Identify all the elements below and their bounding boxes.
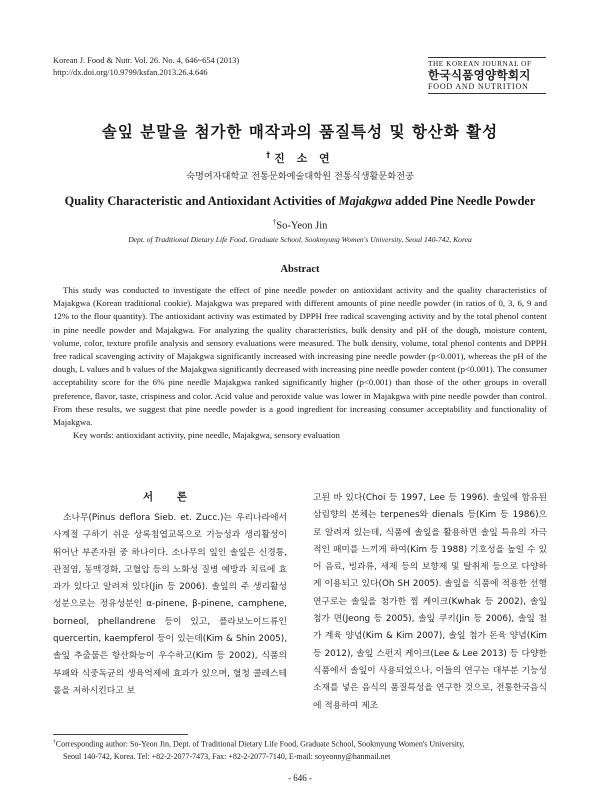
- abstract-block: [53, 284, 547, 442]
- body-column-left: [53, 490, 287, 700]
- journal-logo: [428, 57, 546, 94]
- footnote: [53, 736, 547, 763]
- abstract-body: This study was conducted to investigate the effect of pine needle powder on antioxidant activity and the quality characteristics of Majakgwa (Korean traditional cookie). Majakgwa was prepared with different amounts of pine needle powder (in ratios of 0, 3, 6, 9 and 12% to the flour quantity). The antioxidant activity was estimated by DPPH free radical scavenging activity and by the total phenol content in pine needle powder and Majakgwa. For analyzing the quality characteristics, bulk density and pH of the dough, moisture content, volume, color, texture profile analysis and sensory evaluations were measured. The bulk density, volume, total phenol contents and DPPH free radical scavenging activity of Majakgwa significantly increased with increasing pine needle powder (p<0.001), whereas the pH of the dough, L values and b values of the Majakgwa significantly decreased with increasing pine needle powder content (p<0.001). The consumer acceptability score for the 6% pine needle Majakgwa ranked significantly higher (p<0.001) than those of the other groups in overall preference, flavor, taste, crispiness and color. Acid value and peroxide value was lower in Majakgwa with pine needle powder than control. From these results, we suggest that pine needle powder is a good ingredient for increasing consumer acceptability and functionality of Majakgwa.: [53, 285, 548, 428]
- doi-link[interactable]: http://dx.doi.org/10.9799/ksfan.2013.26.4.646: [53, 68, 208, 77]
- journal-logo-line2: 한국식품영양학회지: [428, 68, 531, 82]
- english-title-part1: Quality Characteristic and Antioxidant Activities of: [64, 194, 339, 208]
- intro-paragraph-right: 고된 바 있다(Choi 등 1997, Lee 등 1996). 솔잎에 함유된 삼림향의 본체는 terpenes와 dienals 등(Kim 등 1986)으로 알려져 있는데, 식품에 솔잎을 활용하면 솔잎 특유의 자극적인 패미를 느끼게 하여(Kim 등 1988) 기호성을 높일 수 있어 음료, 빙과류, 세제 등의 보향제 및 탈취제 등으로 다양하게 이용되고 있다(Oh SH 2005). 솔잎을 식품에 적용한 선행 연구로는 솔잎을 첨가한 찜 케이크(Kwhak 등 2002), 솔잎 첨가 면(Jeong 등 2005), 솔잎 쿠키(Jin 등 2006), 솔잎 첨가 계육 양념(Kim & Kim 2007), 솔잎 첨가 돈육 양념(Kim 등 2012), 솔잎 스펀지 케이크(Lee & Lee 2013) 등 다양한 식품에서 솔잎이 사용되었으나, 이들의 연구는 대부분 기능성 소재를 넣은 음식의 품질특성을 연구한 것으로, 전통한국음식에 적용하여 제조: [313, 493, 547, 711]
- journal-logo-line3: FOOD AND NUTRITION: [428, 82, 546, 94]
- english-title-part2: added Pine Needle Powder: [391, 194, 536, 208]
- english-affiliation: Dept. of Traditional Dietary Life Food, Graduate School, Sookmyung Women's University, Seoul 140-742, Korea: [128, 235, 472, 244]
- english-title: [0, 194, 600, 209]
- korean-title: 솔잎 분말을 첨가한 매작과의 품질특성 및 항산화 활성: [101, 123, 499, 141]
- footnote-line2: Seoul 140-742, Korea. Tel: +82-2-2077-7473, Fax: +82-2-2077-7140, E-mail: soyeonny@hanmail.net: [63, 751, 391, 761]
- korean-affiliation: 숙명여자대학교 전통문화예술대학원 전통식생활문화전공: [186, 171, 414, 182]
- journal-citation: [53, 55, 239, 79]
- english-author-name: So-Yeon Jin: [276, 220, 328, 232]
- body-column-right: [313, 490, 547, 715]
- page-number: - 646 -: [288, 773, 312, 783]
- keywords: Key words: antioxidant activity, pine needle, Majakgwa, sensory evaluation: [73, 430, 340, 441]
- english-author: [0, 217, 600, 232]
- dagger-mark-en: †: [272, 217, 277, 226]
- section-heading-introduction: 서 론: [143, 491, 197, 503]
- citation-line: Korean J. Food & Nutr. Vol. 26. No. 4, 646~654 (2013): [53, 56, 240, 65]
- english-title-italic: Majakgwa: [338, 194, 392, 208]
- footnote-line1: [53, 736, 547, 751]
- footnote-rule: [53, 734, 188, 735]
- journal-logo-line1: THE KOREAN JOURNAL OF: [428, 57, 546, 68]
- abstract-heading: Abstract: [280, 264, 320, 275]
- korean-author: [0, 150, 600, 166]
- dagger-mark: †: [266, 150, 275, 160]
- intro-paragraph-left: 소나무(Pinus deflora Sieb. et. Zucc.)는 우리나라에서 사계절 구하기 쉬운 상록침엽교목으로 기능성과 생리활성이 뛰어난 부존자원 중 하나이다. 소나무의 잎인 솔잎은 신경통, 관절염, 동맥경화, 고혈압 등의 노화성 질병 예방과 치료에 효과가 있다고 알려져 있다(Jin 등 2006). 솔잎의 주 생리활성 성분으로는 정유성분인 α-pinene, β-pinene, camphene, borneol, phellandrene 등이 있고, 플라보노이드류인 quercertin, kaempferol 등이 있는데(Kim & Shin 2005), 솔잎 추출물은 항산화능이 우수하고(Kim 등 2002), 식품의 부패와 식중독균의 생육억제에 효과가 있으며, 혈청 콜레스테롤을 저하시킨다고 보: [53, 513, 287, 696]
- footnote-mark: †: [53, 739, 56, 745]
- korean-author-name: 진 소 연: [274, 152, 334, 165]
- footnote-text1: Corresponding author: So-Yeon Jin, Dept. of Traditional Dietary Life Food, Graduate School, Sookmyung Women's University,: [55, 739, 465, 749]
